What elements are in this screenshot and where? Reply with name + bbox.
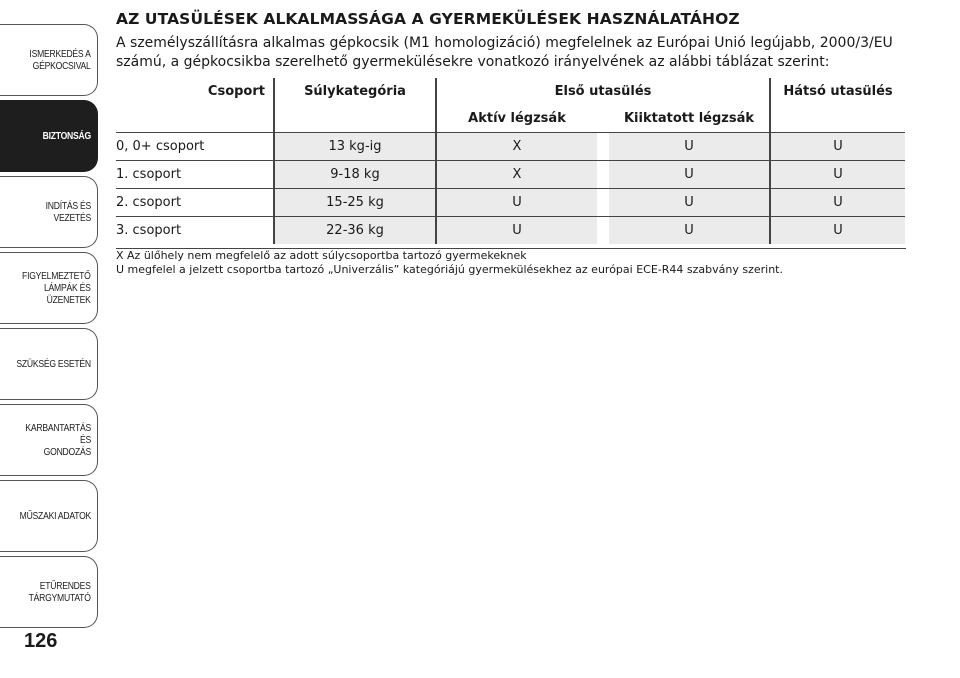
cell-rear: U [770, 133, 905, 161]
tab-szukseg[interactable] [0, 328, 98, 400]
header-empty [770, 105, 905, 133]
main-content [116, 10, 906, 277]
cell-off: U [609, 189, 770, 217]
tab-targymutato[interactable] [0, 556, 98, 628]
header-rear: Hátsó utasülés [770, 78, 905, 105]
tab-label: INDÍTÁS ÉS VEZETÉS [45, 200, 91, 224]
cell-group: 3. csoport [116, 217, 274, 245]
tab-muszaki[interactable] [0, 480, 98, 552]
tab-label: KARBANTARTÁS ÉS GONDOZÁS [25, 422, 91, 458]
cell-gap [597, 161, 609, 189]
tab-label: ISMERKEDÉS A GÉPKOCSIVAL [29, 48, 91, 72]
tab-label: BIZTONSÁG [42, 130, 91, 142]
table-row [116, 161, 905, 189]
header-front: Első utasülés [436, 78, 770, 105]
legend-notes [116, 248, 906, 277]
tab-inditas[interactable] [0, 176, 98, 248]
tab-label: SZÜKSÉG ESETÉN [16, 358, 91, 370]
cell-rear: U [770, 217, 905, 245]
header-empty [116, 105, 274, 133]
tab-label: FIGYELMEZTETŐ LÁMPÁK ÉS ÜZENETEK [22, 270, 91, 306]
cell-active: X [436, 133, 597, 161]
cell-group: 0, 0+ csoport [116, 133, 274, 161]
tab-figyelmezteto[interactable] [0, 252, 98, 324]
tab-label: ETŰRENDES TÁRGYMUTATÓ [28, 580, 91, 604]
tab-biztonsag[interactable] [0, 100, 98, 172]
cell-active: U [436, 189, 597, 217]
table-row [116, 189, 905, 217]
cell-weight: 15-25 kg [274, 189, 436, 217]
header-weight: Súlykategória [274, 78, 436, 105]
page-number: 126 [24, 630, 58, 652]
cell-weight: 9-18 kg [274, 161, 436, 189]
header-front-active: Aktív légzsák [436, 105, 597, 133]
tab-label: MŰSZAKI ADATOK [19, 510, 91, 522]
intro-paragraph: A személyszállításra alkalmas gépkocsik (M1 homologizáció) megfelelnek az Európai Unió legújabb, 2000/3/EU számú, a gépkocsikba szerelhető gyermekülésekre vonatkozó irányelvének az alábbi táblázat szerint: [116, 35, 893, 70]
header-empty [597, 105, 609, 133]
header-front-off: Kiiktatott légzsák [623, 111, 755, 126]
chapter-sidebar [0, 0, 102, 678]
table-row [116, 133, 905, 161]
tab-karbantartas[interactable] [0, 404, 98, 476]
note-x: X Az ülőhely nem megfelelő az adott súlycsoportba tartozó gyermekeknek [116, 249, 527, 262]
cell-off: U [609, 161, 770, 189]
cell-off: U [609, 217, 770, 245]
table-row [116, 217, 905, 245]
cell-weight: 13 kg-ig [274, 133, 436, 161]
header-empty [274, 105, 436, 133]
header-group: Csoport [207, 84, 265, 99]
cell-rear: U [770, 189, 905, 217]
cell-group: 1. csoport [116, 161, 274, 189]
cell-gap [597, 133, 609, 161]
section-title: AZ UTASÜLÉSEK ALKALMASSÁGA A GYERMEKÜLÉSEK HASZNÁLATÁHOZ [116, 10, 740, 28]
cell-gap [597, 189, 609, 217]
cell-gap [597, 217, 609, 245]
cell-active: U [436, 217, 597, 245]
note-u: U megfelel a jelzett csoportba tartozó „Univerzális” kategóriájú gyermekülésekhez az európai ECE-R44 szabvány szerint. [116, 263, 783, 276]
child-seat-table [116, 78, 905, 244]
cell-rear: U [770, 161, 905, 189]
cell-group: 2. csoport [116, 189, 274, 217]
cell-off: U [609, 133, 770, 161]
tab-ismerkedes[interactable] [0, 24, 98, 96]
cell-active: X [436, 161, 597, 189]
cell-weight: 22-36 kg [274, 217, 436, 245]
